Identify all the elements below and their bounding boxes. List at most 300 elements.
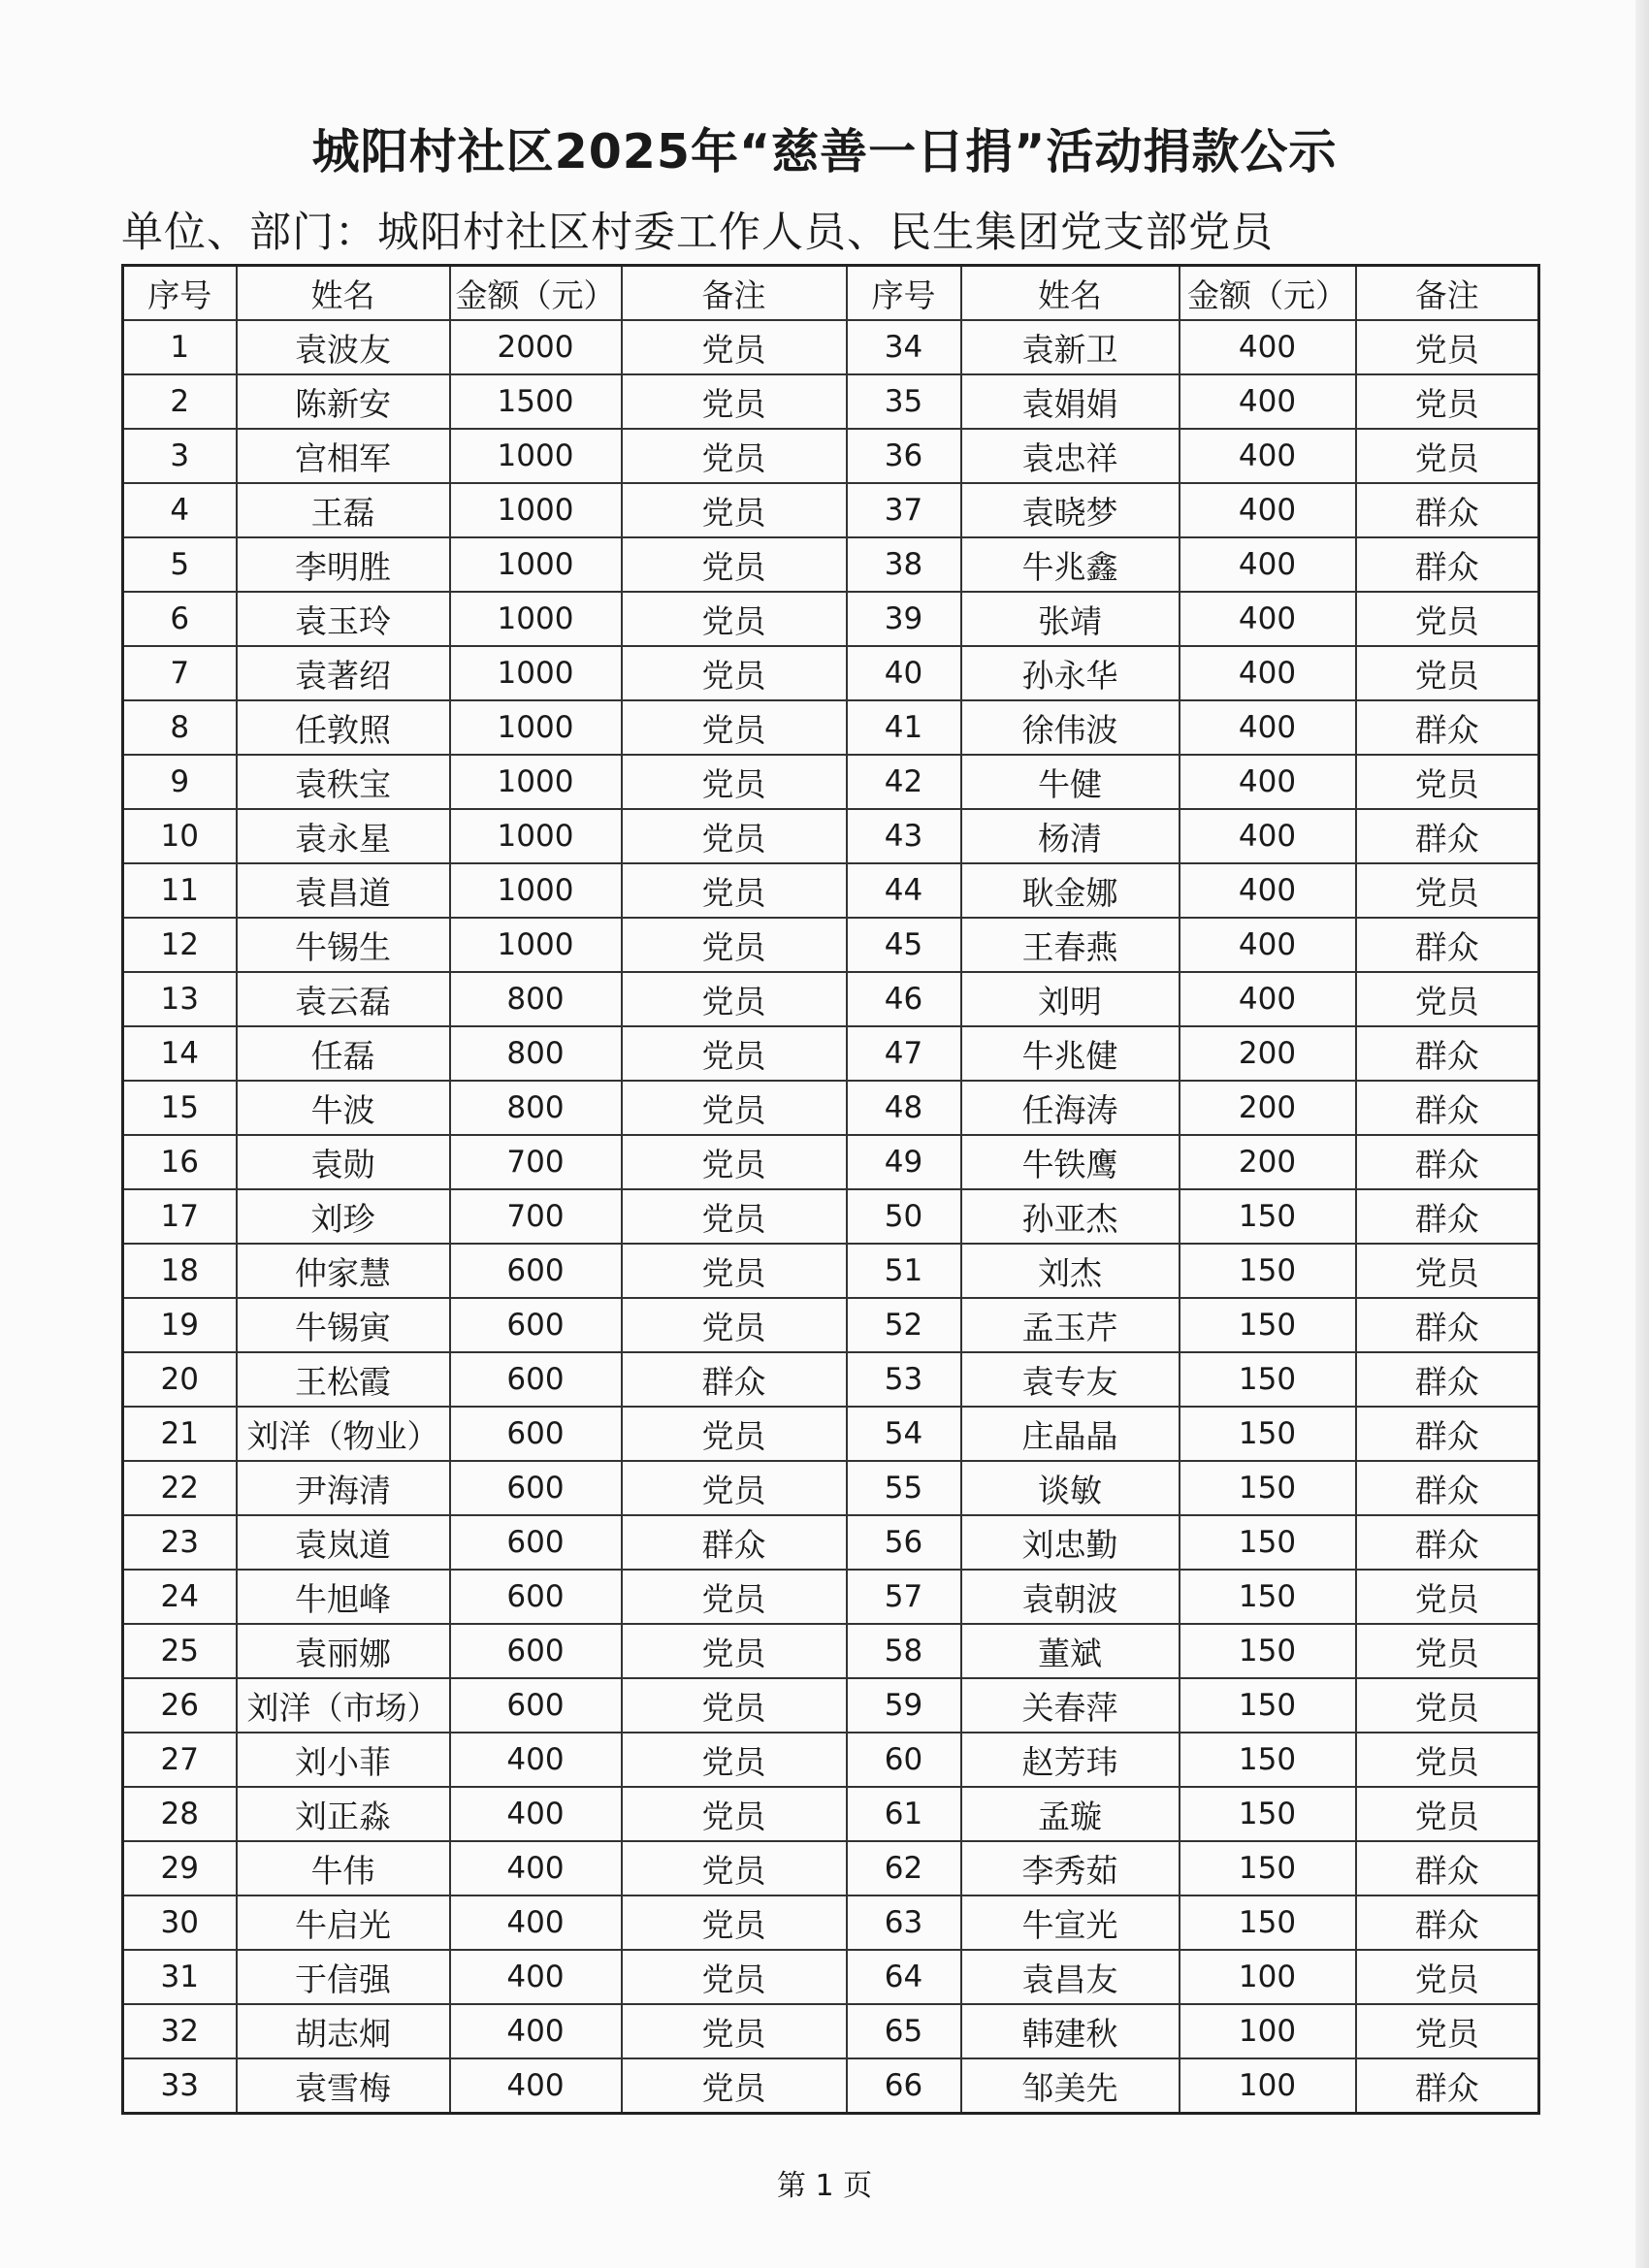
cell-no: 35 <box>847 374 961 429</box>
cell-name: 袁云磊 <box>237 972 450 1026</box>
cell-amount: 700 <box>450 1135 622 1189</box>
cell-remark: 党员 <box>1356 972 1539 1026</box>
cell-no: 60 <box>847 1733 961 1787</box>
cell-remark: 党员 <box>622 1461 847 1515</box>
cell-no: 53 <box>847 1352 961 1407</box>
cell-amount: 100 <box>1180 2004 1356 2058</box>
cell-remark: 党员 <box>622 646 847 700</box>
cell-amount: 150 <box>1180 1787 1356 1841</box>
cell-remark: 群众 <box>1356 809 1539 863</box>
cell-name: 牛锡寅 <box>237 1298 450 1352</box>
cell-remark: 党员 <box>1356 429 1539 483</box>
cell-amount: 400 <box>450 1733 622 1787</box>
cell-amount: 150 <box>1180 1895 1356 1950</box>
cell-no: 44 <box>847 863 961 918</box>
cell-name: 孙亚杰 <box>961 1189 1180 1244</box>
cell-amount: 150 <box>1180 1515 1356 1570</box>
cell-remark: 党员 <box>1356 755 1539 809</box>
cell-no: 52 <box>847 1298 961 1352</box>
cell-name: 袁勋 <box>237 1135 450 1189</box>
cell-amount: 100 <box>1180 2058 1356 2114</box>
table-row <box>123 1461 1539 1515</box>
cell-amount: 150 <box>1180 1570 1356 1624</box>
cell-amount: 100 <box>1180 1950 1356 2004</box>
table-row <box>123 863 1539 918</box>
cell-amount: 400 <box>1180 537 1356 592</box>
cell-amount: 400 <box>1180 700 1356 755</box>
cell-name: 胡志炯 <box>237 2004 450 2058</box>
cell-no: 6 <box>123 592 237 646</box>
header-name-right: 姓名 <box>961 266 1180 321</box>
cell-amount: 800 <box>450 1026 622 1081</box>
cell-amount: 600 <box>450 1298 622 1352</box>
cell-no: 50 <box>847 1189 961 1244</box>
cell-name: 袁娟娟 <box>961 374 1180 429</box>
header-amount-right: 金额（元） <box>1180 266 1356 321</box>
cell-no: 55 <box>847 1461 961 1515</box>
cell-remark: 党员 <box>1356 1244 1539 1298</box>
cell-amount: 400 <box>1180 483 1356 537</box>
cell-name: 袁波友 <box>237 320 450 374</box>
cell-remark: 群众 <box>1356 483 1539 537</box>
cell-remark: 党员 <box>622 537 847 592</box>
cell-name: 任磊 <box>237 1026 450 1081</box>
cell-amount: 800 <box>450 1081 622 1135</box>
cell-remark: 党员 <box>622 1407 847 1461</box>
cell-name: 袁朝波 <box>961 1570 1180 1624</box>
cell-amount: 400 <box>1180 429 1356 483</box>
cell-remark: 群众 <box>1356 1461 1539 1515</box>
cell-amount: 400 <box>450 2004 622 2058</box>
cell-no: 43 <box>847 809 961 863</box>
cell-amount: 1000 <box>450 809 622 863</box>
cell-amount: 400 <box>450 1841 622 1895</box>
cell-amount: 1000 <box>450 429 622 483</box>
cell-remark: 党员 <box>622 918 847 972</box>
table-row <box>123 918 1539 972</box>
cell-remark: 党员 <box>622 429 847 483</box>
cell-no: 7 <box>123 646 237 700</box>
table-row <box>123 1678 1539 1733</box>
cell-amount: 1000 <box>450 863 622 918</box>
table-row <box>123 592 1539 646</box>
cell-remark: 群众 <box>1356 537 1539 592</box>
table-row <box>123 1026 1539 1081</box>
cell-amount: 1000 <box>450 755 622 809</box>
cell-no: 42 <box>847 755 961 809</box>
cell-remark: 党员 <box>1356 646 1539 700</box>
cell-name: 刘明 <box>961 972 1180 1026</box>
cell-amount: 150 <box>1180 1352 1356 1407</box>
cell-remark: 党员 <box>1356 1787 1539 1841</box>
cell-remark: 党员 <box>622 1787 847 1841</box>
cell-name: 袁晓梦 <box>961 483 1180 537</box>
table-row <box>123 1135 1539 1189</box>
table-row <box>123 1895 1539 1950</box>
cell-name: 袁岚道 <box>237 1515 450 1570</box>
cell-name: 于信强 <box>237 1950 450 2004</box>
cell-no: 34 <box>847 320 961 374</box>
cell-name: 邹美先 <box>961 2058 1180 2114</box>
cell-amount: 150 <box>1180 1624 1356 1678</box>
cell-amount: 600 <box>450 1461 622 1515</box>
cell-remark: 党员 <box>1356 863 1539 918</box>
cell-no: 57 <box>847 1570 961 1624</box>
cell-name: 关春萍 <box>961 1678 1180 1733</box>
cell-no: 24 <box>123 1570 237 1624</box>
cell-no: 2 <box>123 374 237 429</box>
cell-name: 谈敏 <box>961 1461 1180 1515</box>
cell-no: 40 <box>847 646 961 700</box>
cell-no: 11 <box>123 863 237 918</box>
cell-remark: 群众 <box>622 1515 847 1570</box>
cell-amount: 600 <box>450 1570 622 1624</box>
page-title: 城阳村社区2025年“慈善一日捐”活动捐款公示 <box>311 124 1338 179</box>
cell-no: 19 <box>123 1298 237 1352</box>
cell-remark: 党员 <box>622 1298 847 1352</box>
cell-name: 陈新安 <box>237 374 450 429</box>
cell-name: 徐伟波 <box>961 700 1180 755</box>
header-no-right: 序号 <box>847 266 961 321</box>
cell-remark: 党员 <box>622 1570 847 1624</box>
cell-name: 牛铁鹰 <box>961 1135 1180 1189</box>
cell-remark: 党员 <box>622 483 847 537</box>
cell-name: 袁昌友 <box>961 1950 1180 2004</box>
table-row <box>123 537 1539 592</box>
cell-name: 牛健 <box>961 755 1180 809</box>
cell-no: 51 <box>847 1244 961 1298</box>
cell-name: 牛宣光 <box>961 1895 1180 1950</box>
header-no-left: 序号 <box>123 266 237 321</box>
page-number: 第 1 页 <box>776 2169 873 2203</box>
cell-amount: 400 <box>450 1895 622 1950</box>
cell-remark: 党员 <box>622 809 847 863</box>
cell-name: 张靖 <box>961 592 1180 646</box>
cell-remark: 党员 <box>1356 1624 1539 1678</box>
cell-remark: 党员 <box>622 1950 847 2004</box>
table-row <box>123 755 1539 809</box>
cell-no: 30 <box>123 1895 237 1950</box>
cell-no: 13 <box>123 972 237 1026</box>
cell-no: 20 <box>123 1352 237 1407</box>
header-name-left: 姓名 <box>237 266 450 321</box>
cell-name: 赵芳玮 <box>961 1733 1180 1787</box>
table-row <box>123 2058 1539 2114</box>
cell-remark: 党员 <box>622 320 847 374</box>
cell-name: 耿金娜 <box>961 863 1180 918</box>
cell-amount: 150 <box>1180 1461 1356 1515</box>
cell-name: 袁玉玲 <box>237 592 450 646</box>
cell-name: 刘正淼 <box>237 1787 450 1841</box>
cell-no: 47 <box>847 1026 961 1081</box>
cell-amount: 400 <box>1180 592 1356 646</box>
table-row <box>123 1624 1539 1678</box>
cell-no: 18 <box>123 1244 237 1298</box>
table-row <box>123 1407 1539 1461</box>
table-row <box>123 320 1539 374</box>
cell-amount: 400 <box>450 1950 622 2004</box>
cell-remark: 党员 <box>622 1026 847 1081</box>
table-row <box>123 1189 1539 1244</box>
table-row <box>123 374 1539 429</box>
cell-remark: 党员 <box>622 2004 847 2058</box>
table-row <box>123 1787 1539 1841</box>
cell-no: 14 <box>123 1026 237 1081</box>
cell-amount: 150 <box>1180 1298 1356 1352</box>
cell-name: 任敦照 <box>237 700 450 755</box>
cell-amount: 1000 <box>450 537 622 592</box>
cell-no: 16 <box>123 1135 237 1189</box>
cell-no: 58 <box>847 1624 961 1678</box>
cell-amount: 700 <box>450 1189 622 1244</box>
cell-amount: 600 <box>450 1244 622 1298</box>
cell-amount: 150 <box>1180 1244 1356 1298</box>
cell-amount: 800 <box>450 972 622 1026</box>
cell-no: 26 <box>123 1678 237 1733</box>
cell-remark: 党员 <box>622 755 847 809</box>
cell-name: 王磊 <box>237 483 450 537</box>
cell-no: 33 <box>123 2058 237 2114</box>
header-amount-left: 金额（元） <box>450 266 622 321</box>
cell-amount: 400 <box>450 1787 622 1841</box>
cell-remark: 党员 <box>622 1244 847 1298</box>
cell-remark: 群众 <box>1356 1081 1539 1135</box>
cell-name: 牛兆健 <box>961 1026 1180 1081</box>
cell-remark: 群众 <box>1356 1135 1539 1189</box>
cell-amount: 150 <box>1180 1733 1356 1787</box>
cell-amount: 400 <box>1180 918 1356 972</box>
cell-amount: 400 <box>1180 646 1356 700</box>
cell-name: 刘洋（物业） <box>237 1407 450 1461</box>
cell-no: 49 <box>847 1135 961 1189</box>
cell-amount: 1500 <box>450 374 622 429</box>
cell-name: 孟璇 <box>961 1787 1180 1841</box>
cell-name: 袁秩宝 <box>237 755 450 809</box>
cell-remark: 党员 <box>622 592 847 646</box>
cell-no: 5 <box>123 537 237 592</box>
cell-remark: 党员 <box>622 1841 847 1895</box>
cell-remark: 党员 <box>622 1895 847 1950</box>
cell-no: 4 <box>123 483 237 537</box>
cell-remark: 群众 <box>1356 918 1539 972</box>
cell-remark: 党员 <box>622 1189 847 1244</box>
cell-remark: 党员 <box>622 1624 847 1678</box>
cell-remark: 党员 <box>1356 2004 1539 2058</box>
cell-name: 袁雪梅 <box>237 2058 450 2114</box>
cell-no: 21 <box>123 1407 237 1461</box>
donation-table <box>121 264 1540 2115</box>
cell-amount: 400 <box>1180 863 1356 918</box>
cell-remark: 党员 <box>622 863 847 918</box>
table-header-row <box>123 266 1539 321</box>
cell-name: 李明胜 <box>237 537 450 592</box>
cell-remark: 党员 <box>1356 320 1539 374</box>
cell-remark: 群众 <box>1356 700 1539 755</box>
cell-amount: 600 <box>450 1678 622 1733</box>
table-row <box>123 1950 1539 2004</box>
cell-no: 29 <box>123 1841 237 1895</box>
cell-remark: 党员 <box>622 374 847 429</box>
cell-name: 袁昌道 <box>237 863 450 918</box>
cell-remark: 党员 <box>1356 1950 1539 2004</box>
unit-department-line: 单位、部门：城阳村社区村委工作人员、民生集团党支部党员 <box>121 209 1274 257</box>
table-row <box>123 809 1539 863</box>
cell-remark: 党员 <box>622 1678 847 1733</box>
cell-name: 董斌 <box>961 1624 1180 1678</box>
cell-no: 10 <box>123 809 237 863</box>
cell-name: 韩建秋 <box>961 2004 1180 2058</box>
cell-no: 27 <box>123 1733 237 1787</box>
cell-remark: 群众 <box>1356 1026 1539 1081</box>
cell-name: 牛旭峰 <box>237 1570 450 1624</box>
cell-remark: 党员 <box>1356 374 1539 429</box>
cell-amount: 200 <box>1180 1026 1356 1081</box>
cell-name: 孟玉芹 <box>961 1298 1180 1352</box>
cell-amount: 600 <box>450 1407 622 1461</box>
table-row <box>123 1298 1539 1352</box>
cell-name: 牛波 <box>237 1081 450 1135</box>
cell-name: 刘洋（市场） <box>237 1678 450 1733</box>
cell-name: 刘珍 <box>237 1189 450 1244</box>
table-row <box>123 1515 1539 1570</box>
cell-remark: 群众 <box>1356 1407 1539 1461</box>
cell-amount: 400 <box>450 2058 622 2114</box>
cell-no: 46 <box>847 972 961 1026</box>
table-body <box>123 320 1539 2114</box>
cell-no: 65 <box>847 2004 961 2058</box>
cell-name: 孙永华 <box>961 646 1180 700</box>
table-row <box>123 1570 1539 1624</box>
cell-no: 15 <box>123 1081 237 1135</box>
cell-no: 22 <box>123 1461 237 1515</box>
cell-amount: 400 <box>1180 320 1356 374</box>
cell-amount: 1000 <box>450 592 622 646</box>
cell-remark: 党员 <box>622 700 847 755</box>
cell-amount: 1000 <box>450 700 622 755</box>
cell-name: 刘忠勤 <box>961 1515 1180 1570</box>
cell-remark: 群众 <box>622 1352 847 1407</box>
cell-name: 袁丽娜 <box>237 1624 450 1678</box>
cell-amount: 150 <box>1180 1407 1356 1461</box>
cell-name: 刘杰 <box>961 1244 1180 1298</box>
cell-amount: 2000 <box>450 320 622 374</box>
header-remark-right: 备注 <box>1356 266 1539 321</box>
cell-name: 袁专友 <box>961 1352 1180 1407</box>
cell-no: 36 <box>847 429 961 483</box>
cell-name: 刘小菲 <box>237 1733 450 1787</box>
cell-remark: 党员 <box>622 972 847 1026</box>
cell-amount: 150 <box>1180 1189 1356 1244</box>
cell-name: 牛兆鑫 <box>961 537 1180 592</box>
cell-remark: 党员 <box>1356 592 1539 646</box>
table-row <box>123 1244 1539 1298</box>
table-row <box>123 1733 1539 1787</box>
cell-name: 杨清 <box>961 809 1180 863</box>
cell-no: 39 <box>847 592 961 646</box>
table-row <box>123 429 1539 483</box>
cell-no: 61 <box>847 1787 961 1841</box>
cell-amount: 150 <box>1180 1678 1356 1733</box>
table-row <box>123 1841 1539 1895</box>
cell-remark: 群众 <box>1356 1515 1539 1570</box>
cell-name: 牛启光 <box>237 1895 450 1950</box>
table-row <box>123 1081 1539 1135</box>
cell-name: 袁永星 <box>237 809 450 863</box>
cell-no: 12 <box>123 918 237 972</box>
cell-no: 59 <box>847 1678 961 1733</box>
cell-remark: 群众 <box>1356 1298 1539 1352</box>
cell-no: 17 <box>123 1189 237 1244</box>
cell-amount: 400 <box>1180 374 1356 429</box>
cell-no: 1 <box>123 320 237 374</box>
table-row <box>123 1352 1539 1407</box>
cell-amount: 150 <box>1180 1841 1356 1895</box>
cell-no: 8 <box>123 700 237 755</box>
cell-remark: 党员 <box>622 1081 847 1135</box>
cell-name: 袁忠祥 <box>961 429 1180 483</box>
table-row <box>123 700 1539 755</box>
cell-no: 23 <box>123 1515 237 1570</box>
cell-name: 王春燕 <box>961 918 1180 972</box>
cell-amount: 200 <box>1180 1081 1356 1135</box>
cell-no: 45 <box>847 918 961 972</box>
cell-remark: 党员 <box>1356 1678 1539 1733</box>
cell-remark: 党员 <box>622 1135 847 1189</box>
cell-amount: 1000 <box>450 483 622 537</box>
table-row <box>123 2004 1539 2058</box>
cell-name: 李秀茹 <box>961 1841 1180 1895</box>
cell-no: 64 <box>847 1950 961 2004</box>
cell-amount: 400 <box>1180 755 1356 809</box>
cell-name: 任海涛 <box>961 1081 1180 1135</box>
cell-remark: 党员 <box>1356 1570 1539 1624</box>
cell-no: 31 <box>123 1950 237 2004</box>
cell-no: 28 <box>123 1787 237 1841</box>
cell-name: 庄晶晶 <box>961 1407 1180 1461</box>
cell-no: 25 <box>123 1624 237 1678</box>
cell-remark: 群众 <box>1356 2058 1539 2114</box>
scan-edge-shadow <box>1635 0 1649 2268</box>
cell-no: 38 <box>847 537 961 592</box>
cell-amount: 1000 <box>450 918 622 972</box>
cell-name: 牛锡生 <box>237 918 450 972</box>
cell-no: 62 <box>847 1841 961 1895</box>
cell-amount: 600 <box>450 1352 622 1407</box>
cell-remark: 群众 <box>1356 1189 1539 1244</box>
cell-remark: 群众 <box>1356 1895 1539 1950</box>
cell-name: 尹海清 <box>237 1461 450 1515</box>
cell-amount: 600 <box>450 1624 622 1678</box>
cell-no: 66 <box>847 2058 961 2114</box>
cell-name: 仲家慧 <box>237 1244 450 1298</box>
cell-amount: 200 <box>1180 1135 1356 1189</box>
cell-no: 37 <box>847 483 961 537</box>
cell-no: 41 <box>847 700 961 755</box>
header-remark-left: 备注 <box>622 266 847 321</box>
cell-no: 56 <box>847 1515 961 1570</box>
cell-amount: 400 <box>1180 809 1356 863</box>
table-row <box>123 483 1539 537</box>
cell-amount: 600 <box>450 1515 622 1570</box>
cell-remark: 群众 <box>1356 1352 1539 1407</box>
cell-no: 48 <box>847 1081 961 1135</box>
cell-no: 63 <box>847 1895 961 1950</box>
cell-amount: 1000 <box>450 646 622 700</box>
cell-remark: 党员 <box>622 2058 847 2114</box>
cell-name: 袁新卫 <box>961 320 1180 374</box>
cell-name: 宫相军 <box>237 429 450 483</box>
cell-amount: 400 <box>1180 972 1356 1026</box>
